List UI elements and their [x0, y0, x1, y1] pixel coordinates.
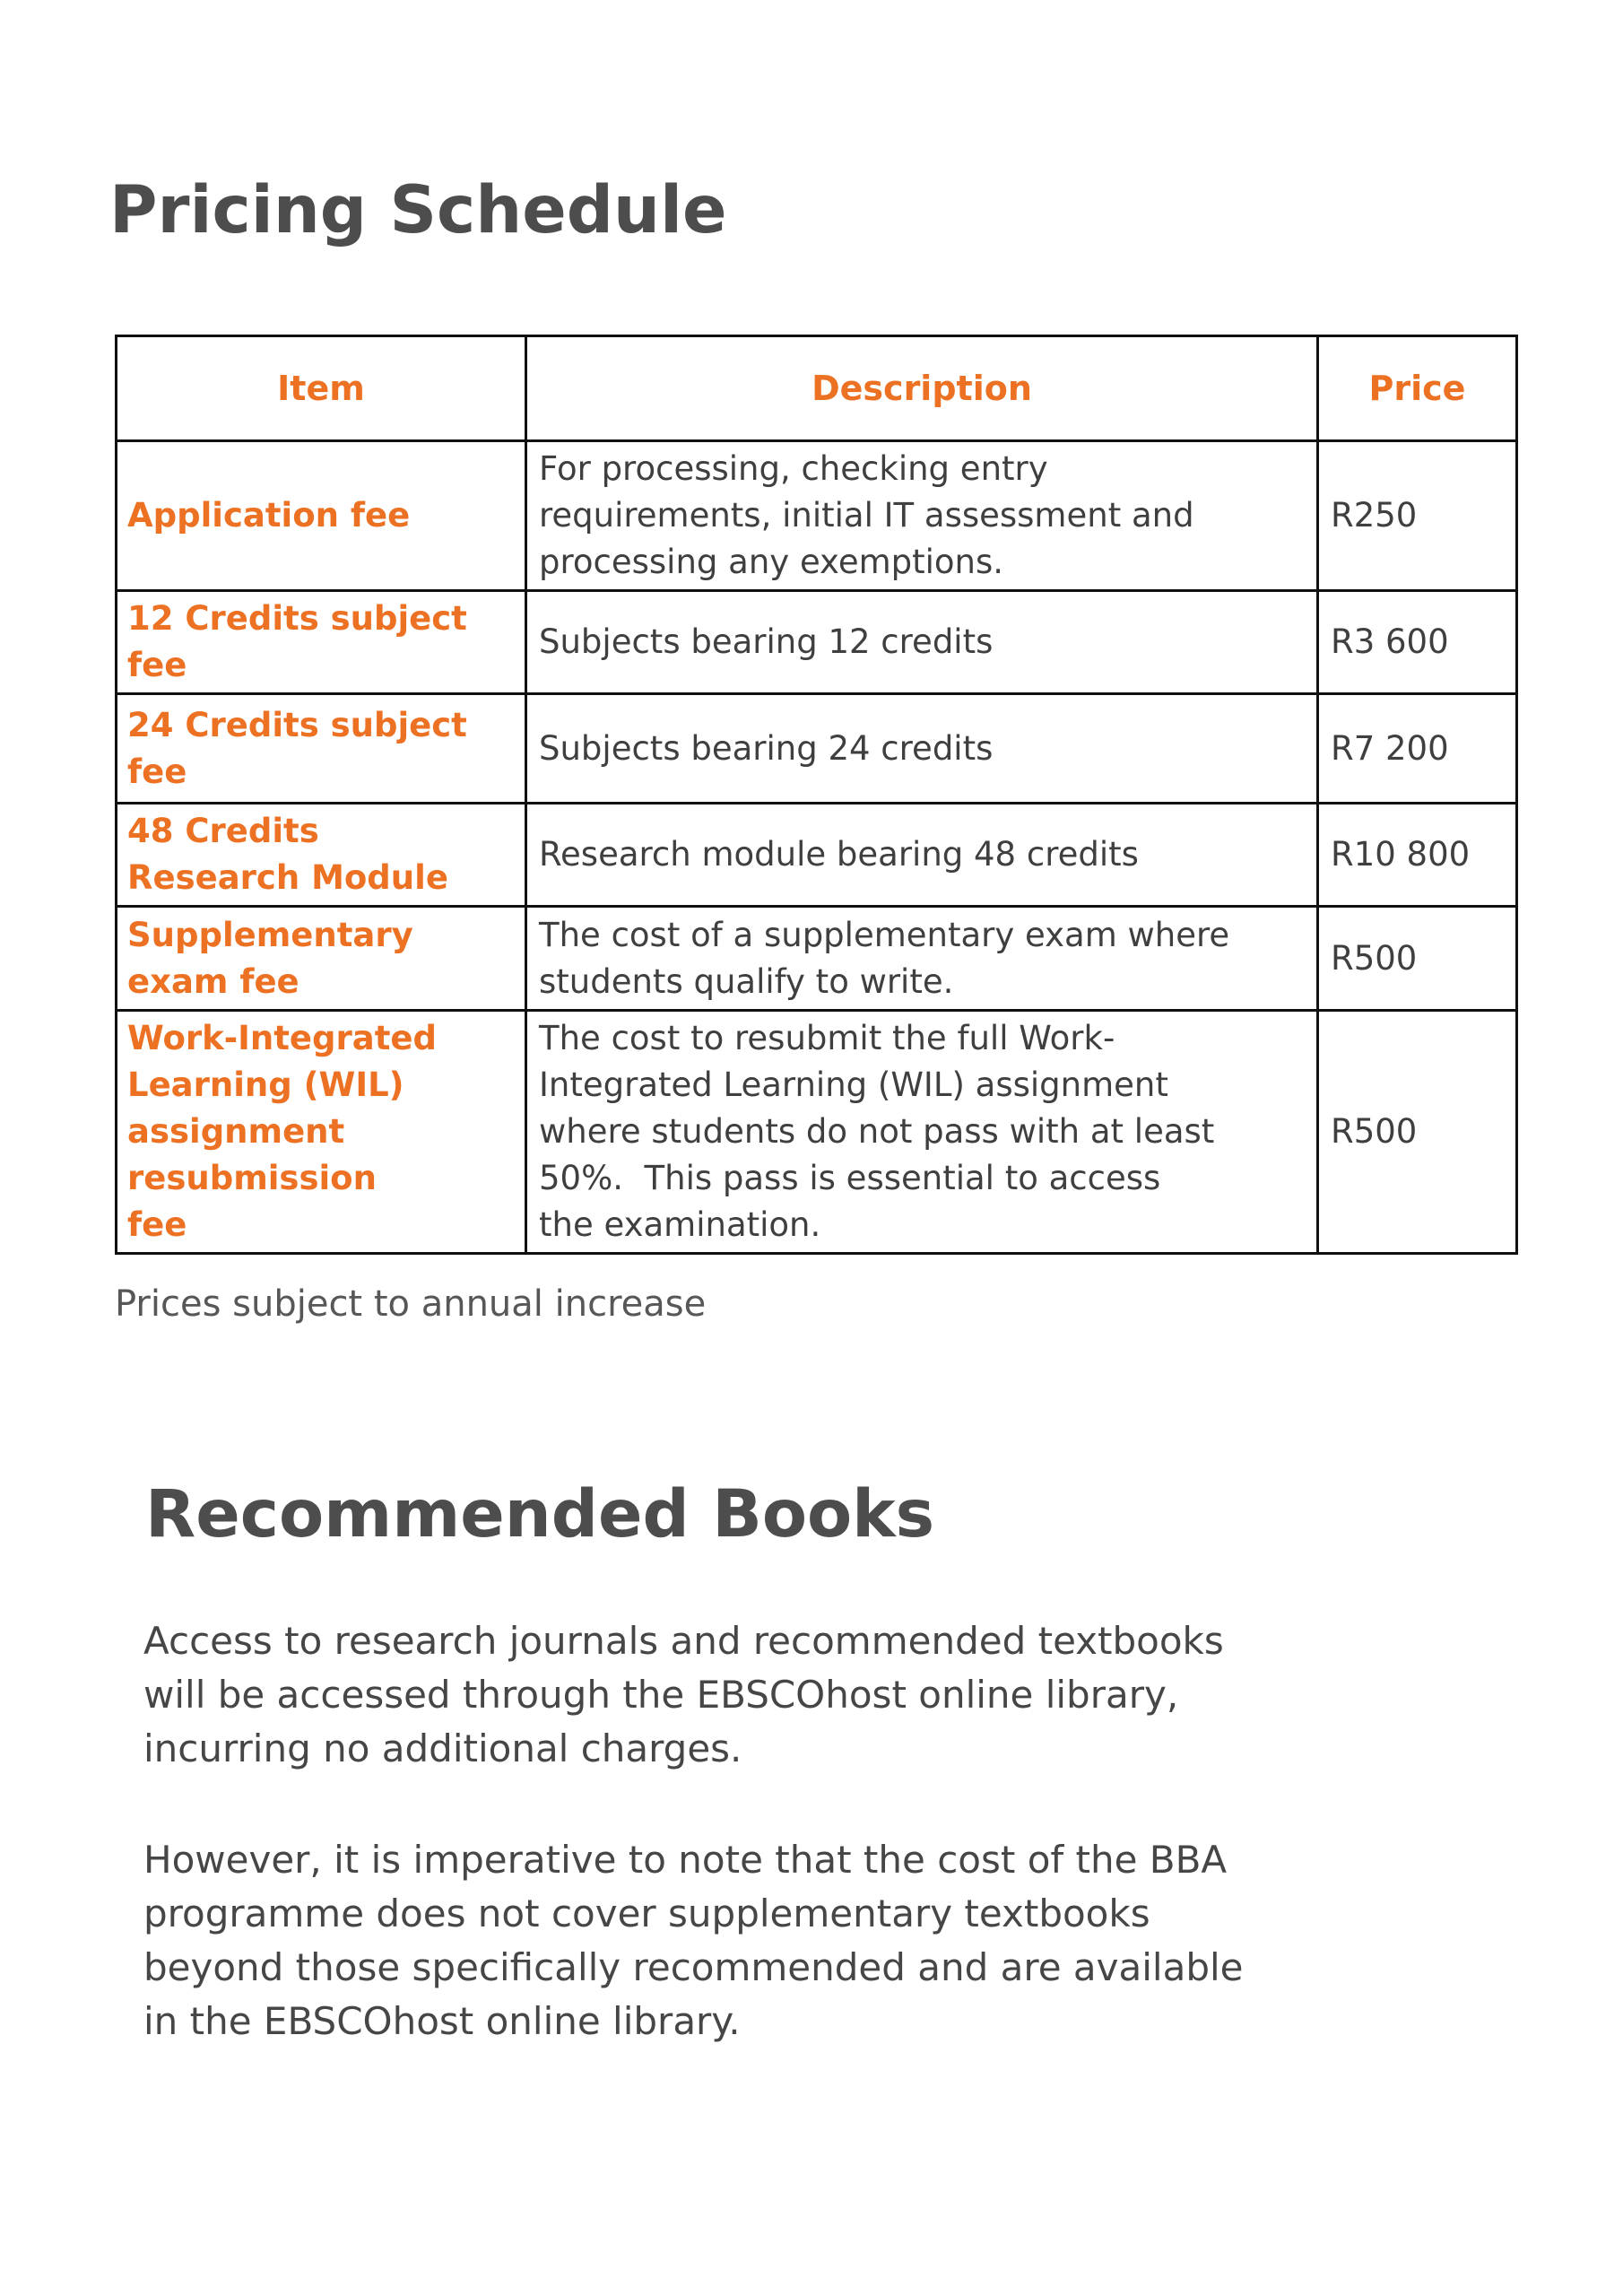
- text-line: 50%. This pass is essential to access: [539, 1159, 1161, 1197]
- price-value: R10 800: [1331, 835, 1471, 874]
- text-line: assignment: [127, 1112, 345, 1151]
- text-line: However, it is imperative to note that the cost of the BBA: [143, 1838, 1228, 1882]
- item-cell: [117, 591, 526, 694]
- column-header-description: Description: [526, 336, 1318, 441]
- text-line: fee: [127, 752, 187, 791]
- text-line: Integrated Learning (WIL) assignment: [539, 1065, 1168, 1104]
- pricing-schedule-title: Pricing Schedule: [109, 172, 727, 248]
- recommended-books-text: [143, 1614, 1542, 2048]
- price-value: R7 200: [1331, 728, 1449, 768]
- price-increase-note: Prices subject to annual increase: [115, 1283, 707, 1325]
- text-line: students qualify to write.: [539, 961, 954, 1001]
- item-cell: [117, 804, 526, 907]
- description-cell: [526, 441, 1318, 591]
- text-line: in the EBSCOhost online library.: [143, 1999, 741, 2043]
- price-value: R500: [1331, 1112, 1418, 1151]
- item-cell: [117, 694, 526, 804]
- text-line: beyond those specifically recommended and are available: [143, 1945, 1244, 1989]
- table-row: [117, 804, 1517, 907]
- text-line: Subjects bearing 12 credits: [539, 622, 994, 661]
- text-line: where students do not pass with at least: [539, 1112, 1215, 1151]
- table-row: [117, 441, 1517, 591]
- pricing-table: [115, 335, 1518, 1255]
- text-line: Subjects bearing 24 credits: [539, 728, 994, 768]
- description-cell: [526, 1011, 1318, 1254]
- books-paragraph: [143, 1614, 1542, 1776]
- text-line: Application fee: [127, 496, 411, 535]
- table-row: [117, 1011, 1517, 1254]
- description-cell: [526, 804, 1318, 907]
- item-cell: [117, 1011, 526, 1254]
- text-line: Research module bearing 48 credits: [539, 835, 1139, 874]
- price-cell: [1318, 591, 1517, 694]
- item-cell: [117, 907, 526, 1011]
- price-cell: [1318, 694, 1517, 804]
- text-line: The cost of a supplementary exam where: [539, 915, 1230, 954]
- text-line: resubmission: [127, 1159, 377, 1197]
- text-line: Supplementary: [127, 915, 413, 954]
- text-line: requirements, initial IT assessment and: [539, 496, 1194, 535]
- description-cell: [526, 907, 1318, 1011]
- table-row: [117, 907, 1517, 1011]
- text-line: incurring no additional charges.: [143, 1726, 742, 1770]
- price-cell: [1318, 907, 1517, 1011]
- price-cell: [1318, 441, 1517, 591]
- table-header-row: [117, 336, 1517, 441]
- text-line: The cost to resubmit the full Work-: [539, 1019, 1115, 1057]
- item-cell: [117, 441, 526, 591]
- text-line: 48 Credits: [127, 812, 319, 850]
- price-cell: [1318, 1011, 1517, 1254]
- column-header-price: Price: [1318, 336, 1517, 441]
- price-value: R500: [1331, 938, 1418, 978]
- column-header-item: Item: [117, 336, 526, 441]
- text-line: the examination.: [539, 1205, 821, 1244]
- price-value: R3 600: [1331, 622, 1449, 661]
- price-cell: [1318, 804, 1517, 907]
- description-cell: [526, 694, 1318, 804]
- table-row: [117, 694, 1517, 804]
- text-line: programme does not cover supplementary textbooks: [143, 1892, 1150, 1935]
- text-line: will be accessed through the EBSCOhost online library,: [143, 1673, 1179, 1717]
- text-line: Access to research journals and recommended textbooks: [143, 1619, 1224, 1663]
- text-line: Learning (WIL): [127, 1065, 404, 1104]
- text-line: processing any exemptions.: [539, 543, 1004, 581]
- books-paragraph: [143, 1833, 1542, 2048]
- text-line: fee: [127, 646, 187, 684]
- text-line: exam fee: [127, 961, 299, 1001]
- text-line: fee: [127, 1205, 187, 1244]
- table-row: [117, 591, 1517, 694]
- text-line: 24 Credits subject: [127, 705, 467, 744]
- text-line: Research Module: [127, 858, 448, 897]
- text-line: 12 Credits subject: [127, 599, 467, 638]
- text-line: Work-Integrated: [127, 1019, 437, 1057]
- price-value: R250: [1331, 496, 1418, 535]
- recommended-books-title: Recommended Books: [145, 1476, 935, 1552]
- description-cell: [526, 591, 1318, 694]
- text-line: For processing, checking entry: [539, 449, 1048, 488]
